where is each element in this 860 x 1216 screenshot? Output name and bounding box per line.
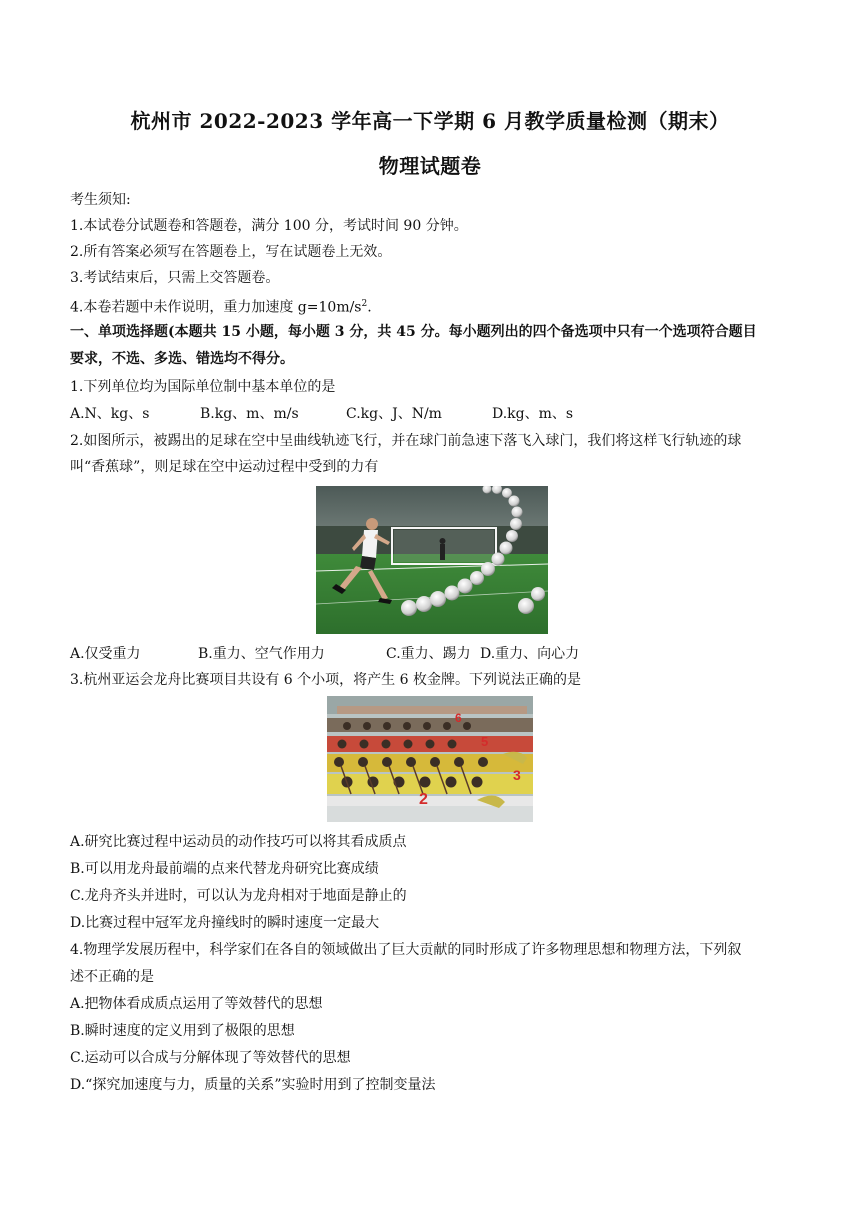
q3-option-d: D.比赛过程中冠军龙舟撞线时的瞬时速度一定最大 — [70, 915, 380, 931]
boat-number-6: 6 — [455, 711, 462, 725]
q1-option-d: D.kg、m、s — [492, 406, 574, 422]
banana-kick-photo — [316, 486, 548, 634]
boat-number-2: 2 — [419, 791, 428, 808]
q1-option-c: C.kg、J、N/m — [346, 406, 442, 422]
notice-item-2: 2.所有答案必须写在答题卷上，写在试题卷上无效。 — [70, 244, 392, 260]
q4-stem-line-2: 述不正确的是 — [70, 969, 154, 985]
dragon-boat-photo — [327, 696, 533, 822]
q4-option-c: C.运动可以合成与分解体现了等效替代的思想 — [70, 1050, 351, 1066]
q3-option-c: C.龙舟齐头并进时，可以认为龙舟相对于地面是静止的 — [70, 888, 407, 904]
q1-stem: 1.下列单位均为国际单位制中基本单位的是 — [70, 379, 336, 395]
notice-item-4-end: . — [367, 299, 372, 316]
q2-option-b: B.重力、空气作用力 — [198, 646, 325, 662]
notice-item-4-exponent: 2 — [361, 299, 368, 309]
q3-stem: 3.杭州亚运会龙舟比赛项目共设有 6 个小项，将产生 6 枚金牌。下列说法正确的是 — [70, 672, 581, 688]
boat-number-5: 5 — [481, 734, 489, 749]
q1-option-b: B.kg、m、m/s — [200, 406, 299, 422]
q2-option-d: D.重力、向心力 — [480, 646, 580, 662]
notice-item-1: 1.本试卷分试题卷和答题卷，满分 100 分，考试时间 90 分钟。 — [70, 218, 468, 234]
q3-option-b: B.可以用龙舟最前端的点来代替龙舟研究比赛成绩 — [70, 861, 379, 877]
exam-subtitle: 物理试题卷 — [378, 154, 482, 178]
notice-item-4-text: 4.本卷若题中未作说明，重力加速度 g=10m/s — [70, 299, 362, 316]
banana-kick-illustration — [316, 486, 548, 634]
dragon-boat-illustration — [327, 696, 533, 822]
notice-item-3: 3.考试结束后，只需上交答题卷。 — [70, 270, 280, 286]
q4-option-b: B.瞬时速度的定义用到了极限的思想 — [70, 1023, 295, 1039]
boat-number-3: 3 — [513, 767, 521, 783]
section-heading-line-2: 要求，不选、多选、错选均不得分。 — [70, 351, 294, 367]
q2-stem-line-2: 叫“香蕉球”，则足球在空中运动过程中受到的力有 — [70, 459, 379, 475]
q2-stem-line-1: 2.如图所示，被踢出的足球在空中呈曲线轨迹飞行，并在球门前急速下落飞入球门，我们将这样飞行轨迹的球 — [70, 433, 742, 449]
q4-stem-line-1: 4.物理学发展历程中，科学家们在各自的领域做出了巨大贡献的同时形成了许多物理思想和物理方法，下列叙 — [70, 942, 742, 958]
q4-option-a: A.把物体看成质点运用了等效替代的思想 — [70, 996, 323, 1012]
notice-heading: 考生须知: — [70, 192, 131, 208]
exam-title: 杭州市 2022-2023 学年高一下学期 6 月教学质量检测（期末） — [130, 109, 730, 133]
q2-option-a: A.仅受重力 — [70, 646, 141, 662]
q1-option-a: A.N、kg、s — [70, 406, 150, 422]
q4-option-d: D.“探究加速度与力，质量的关系”实验时用到了控制变量法 — [70, 1077, 436, 1093]
q3-option-a: A.研究比赛过程中运动员的动作技巧可以将其看成质点 — [70, 834, 407, 850]
section-heading-line-1: 一、单项选择题(本题共 15 小题，每小题 3 分，共 45 分。每小题列出的四个备选项中只有一个选项符合题目 — [70, 324, 757, 340]
q2-option-c: C.重力、踢力 — [386, 646, 471, 662]
notice-item-4 — [70, 294, 795, 318]
